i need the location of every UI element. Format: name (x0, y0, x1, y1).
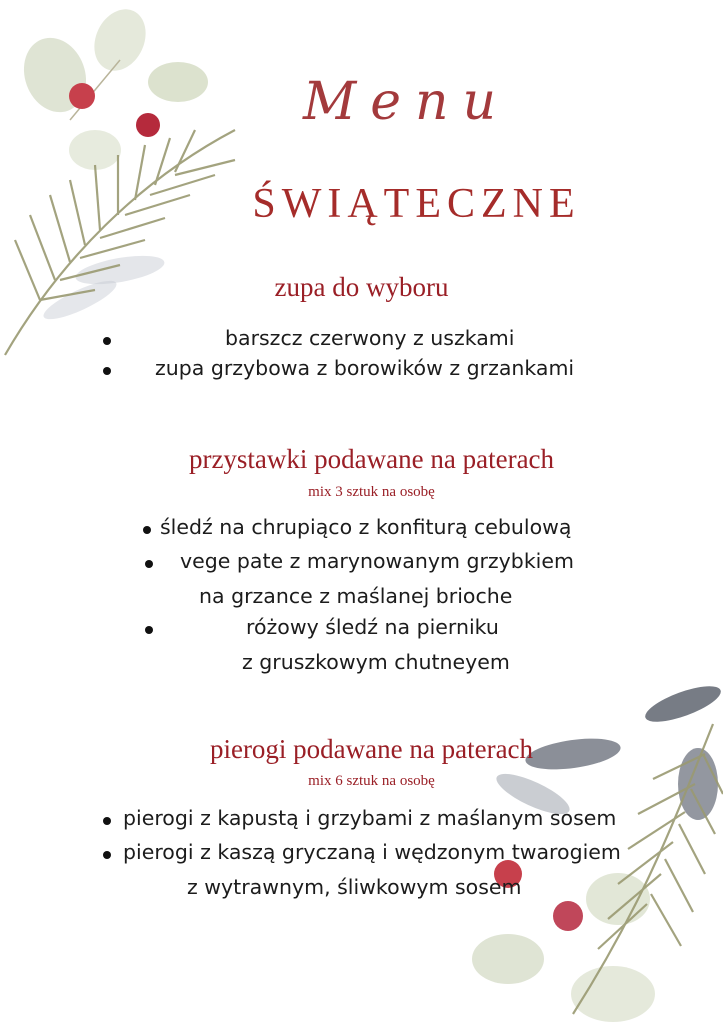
bullet (103, 817, 111, 825)
menu-main-title: ŚWIĄTECZNE (252, 181, 581, 227)
bullet (145, 560, 153, 568)
menu-script-title: Menu (303, 72, 510, 132)
menu-item: na grzance z maślanej brioche (199, 584, 513, 608)
bullet (103, 367, 111, 375)
menu-item: z gruszkowym chutneyem (242, 650, 510, 674)
menu-item: pierogi z kapustą i grzybami z maślanym sosem (123, 806, 617, 830)
bullet (145, 626, 153, 634)
menu-item: z wytrawnym, śliwkowym sosem (187, 875, 522, 899)
section-subtitle-starters: mix 3 sztuk na osobę (308, 484, 435, 500)
menu-item: barszcz czerwony z uszkami (225, 326, 515, 350)
menu-item: różowy śledź na pierniku (246, 615, 499, 639)
menu-item: zupa grzybowa z borowików z grzankami (155, 356, 575, 380)
section-title-pierogi: pierogi podawane na paterach (209, 734, 534, 764)
section-title-starters: przystawki podawane na paterach (188, 444, 555, 474)
bullet (143, 526, 151, 534)
section-subtitle-pierogi: mix 6 sztuk na osobę (308, 773, 435, 789)
menu-item: pierogi z kaszą gryczaną i wędzonym twarogiem (123, 840, 621, 864)
section-title-soup: zupa do wyboru (274, 272, 449, 302)
bullet (103, 337, 111, 345)
bullet (103, 851, 111, 859)
menu-item: śledź na chrupiąco z konfiturą cebulową (160, 515, 572, 539)
menu-item: vege pate z marynowanym grzybkiem (180, 549, 574, 573)
